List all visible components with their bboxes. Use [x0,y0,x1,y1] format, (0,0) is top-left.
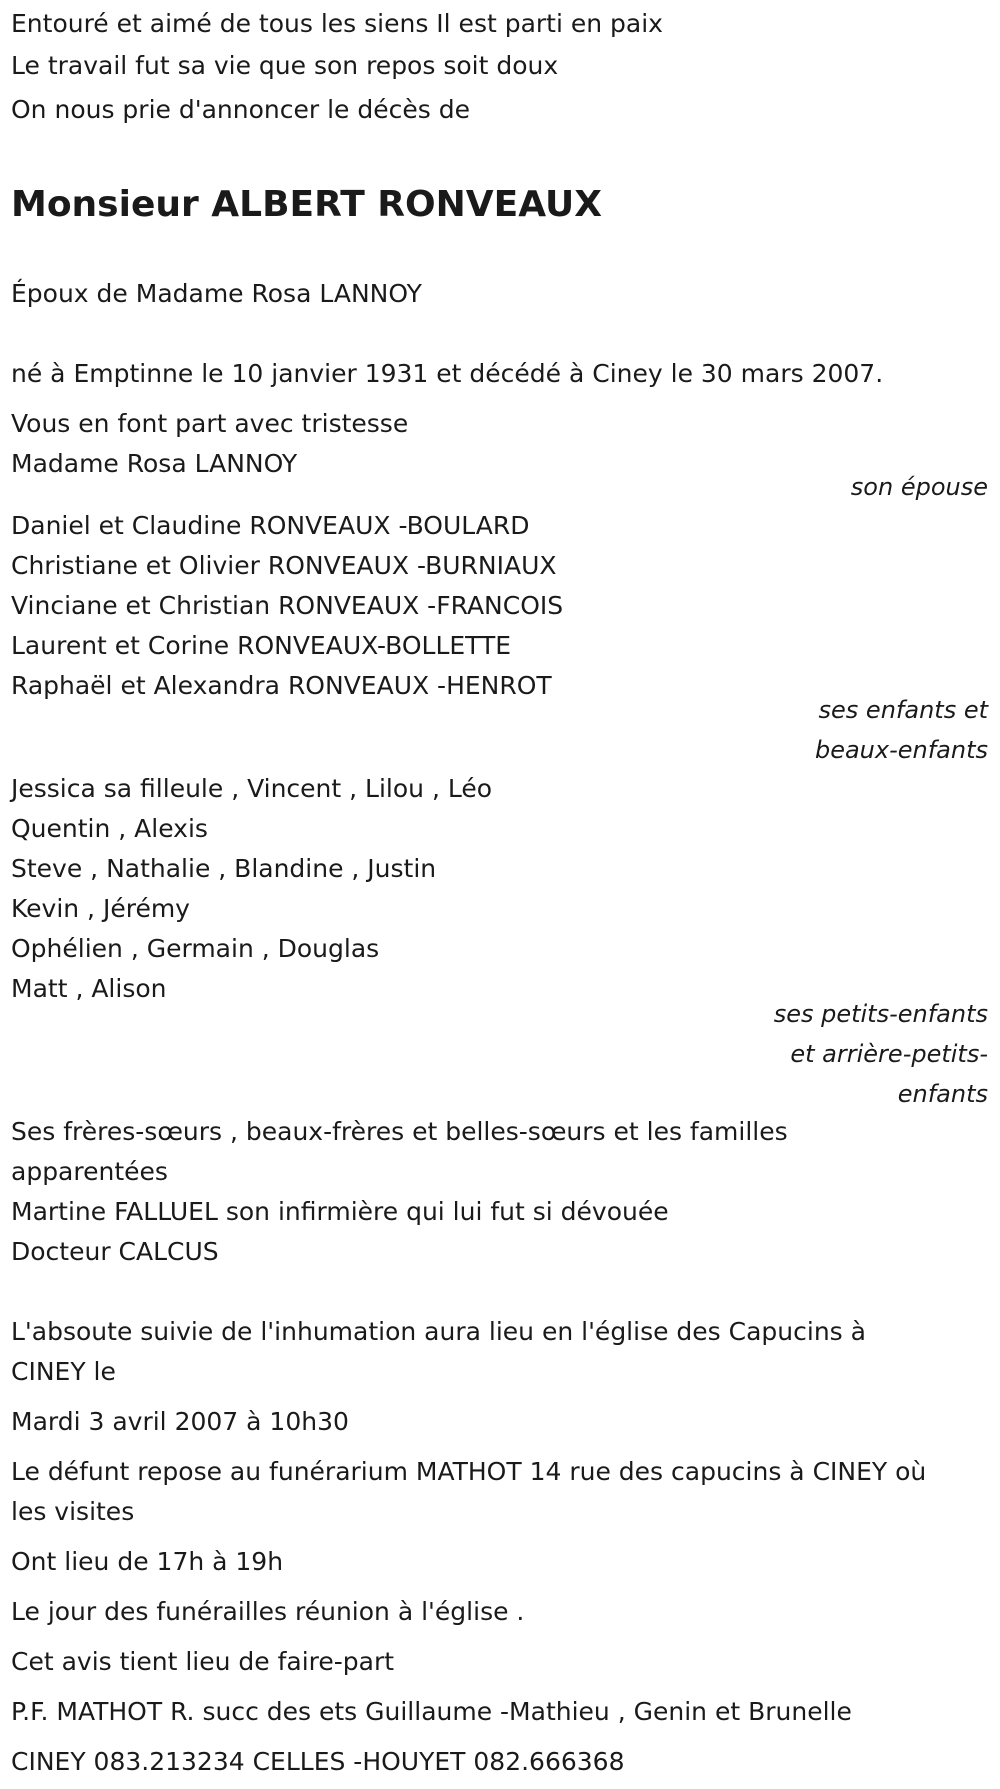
spouse-line: Époux de Madame Rosa LANNOY [11,279,422,308]
grandchildren-role-line-1: ses petits-enfants [773,1000,988,1028]
visits-line: Ont lieu de 17h à 19h [11,1547,284,1576]
child-line-4: Laurent et Corine RONVEAUX-BOLLETTE [11,631,512,660]
meeting-line: Le jour des funérailles réunion à l'église . [11,1597,525,1626]
grandchildren-role-line-2: et arrière-petits- [790,1040,988,1068]
grandchild-line-5: Ophélien , Germain , Douglas [11,934,380,963]
intro-line-2: Le travail fut sa vie que son repos soit doux [11,51,559,80]
ceremony-line-1: L'absoute suivie de l'inhumation aura lieu en l'église des Capucins à [11,1317,866,1346]
others-line-2: apparentées [11,1157,168,1186]
child-line-2: Christiane et Olivier RONVEAUX -BURNIAUX [11,551,557,580]
funeral-home-line-2: CINEY 083.213234 CELLES -HOUYET 082.666368 [11,1747,625,1776]
grandchild-line-1: Jessica sa filleule , Vincent , Lilou , Léo [11,774,493,803]
repose-line-2: les visites [11,1497,135,1526]
children-role-line-2: beaux-enfants [814,736,988,764]
child-line-5: Raphaël et Alexandra RONVEAUX -HENROT [11,671,552,700]
notice-line: Cet avis tient lieu de faire-part [11,1647,395,1676]
grandchildren-role-line-3: enfants [897,1080,988,1108]
share-intro: Vous en font part avec tristesse [11,409,409,438]
intro-line-1: Entouré et aimé de tous les siens Il est parti en paix [11,9,663,38]
child-line-1: Daniel et Claudine RONVEAUX -BOULARD [11,511,530,540]
grandchild-line-2: Quentin , Alexis [11,814,208,843]
others-line-3: Martine FALLUEL son infirmière qui lui fut si dévouée [11,1197,669,1226]
child-line-3: Vinciane et Christian RONVEAUX -FRANCOIS [11,591,564,620]
ceremony-date: Mardi 3 avril 2007 à 10h30 [11,1407,349,1436]
deceased-name: Monsieur ALBERT RONVEAUX [11,184,602,225]
funeral-home-line-1: P.F. MATHOT R. succ des ets Guillaume -Mathieu , Genin et Brunelle [11,1697,852,1726]
grandchild-line-6: Matt , Alison [11,974,167,1003]
ceremony-line-2: CINEY le [11,1357,116,1386]
obituary-text [11,0,988,1789]
spouse-name: Madame Rosa LANNOY [11,449,298,478]
others-line-4: Docteur CALCUS [11,1237,219,1266]
repose-line-1: Le défunt repose au funérarium MATHOT 14 rue des capucins à CINEY où [11,1457,927,1486]
grandchild-line-4: Kevin , Jérémy [11,894,190,923]
children-role-line-1: ses enfants et [818,696,988,724]
intro-line-3: On nous prie d'annoncer le décès de [11,95,470,124]
grandchild-line-3: Steve , Nathalie , Blandine , Justin [11,854,437,883]
spouse-role: son épouse [850,473,988,501]
others-line-1: Ses frères-sœurs , beaux-frères et belles-sœurs et les familles [11,1117,788,1146]
birth-death-line: né à Emptinne le 10 janvier 1931 et décédé à Ciney le 30 mars 2007. [11,359,884,388]
